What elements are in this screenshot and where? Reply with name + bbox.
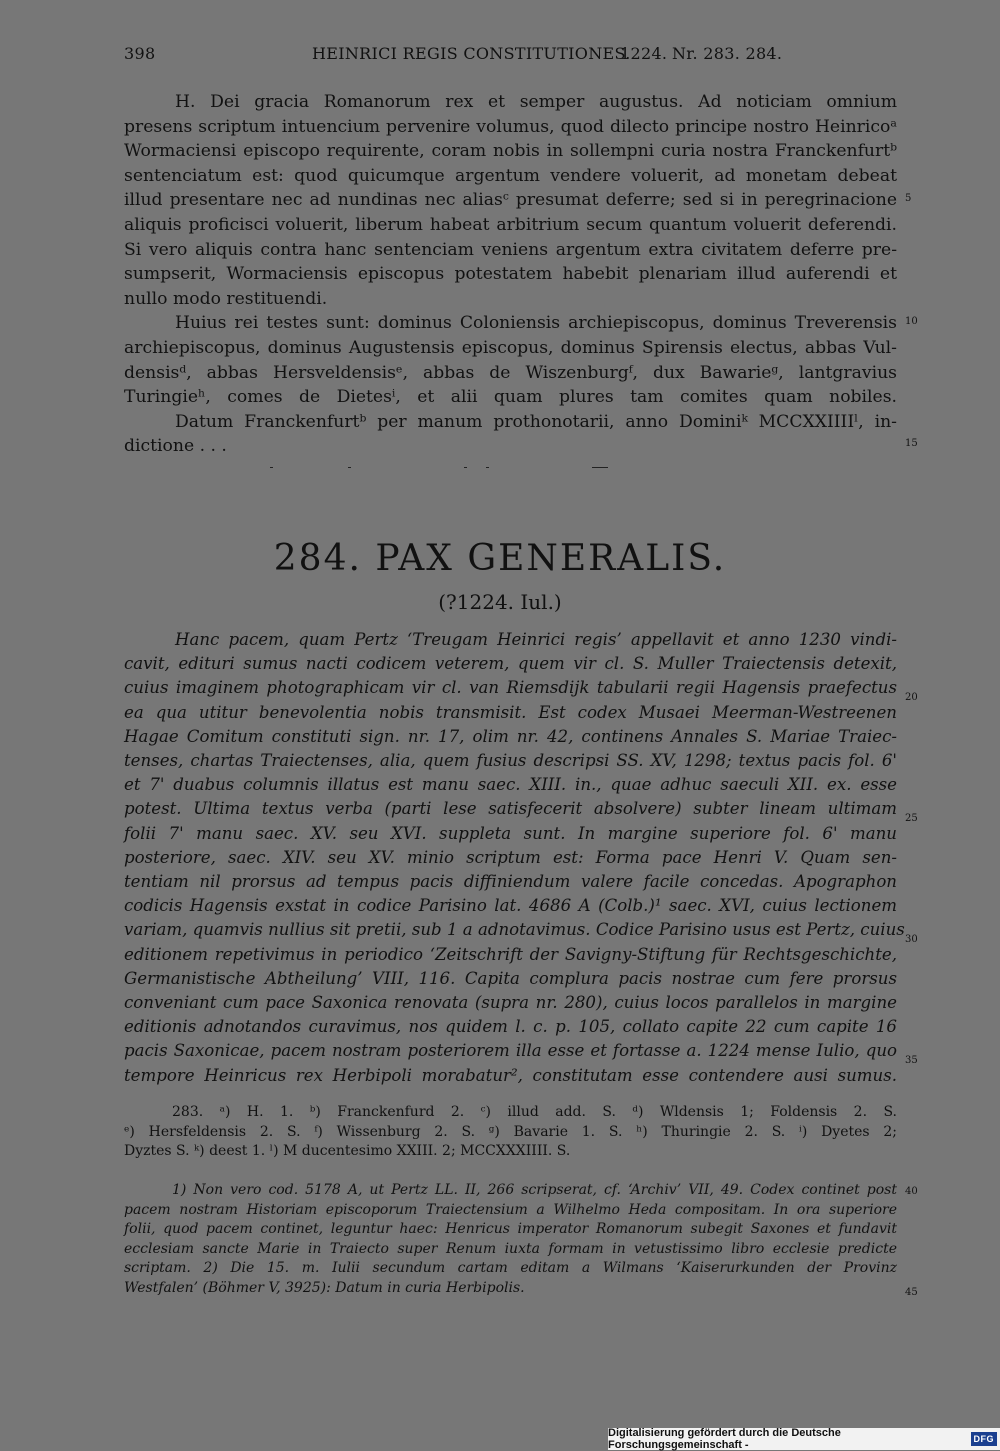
intro-line: tenses, chartas Traiectenses, alia, quem fusius descripsi SS. XV, 1298; textus pacis fol. 6': [124, 751, 897, 771]
intro-line: variam, quamvis nullius sit pretii, sub 1 a adnotavimus. Codice Parisino usus est Pertz, cuius: [124, 920, 905, 940]
charter-line: aliquis proficisci voluerit, liberum habeat arbitrium secum quantum voluerit deferendi.: [124, 214, 897, 235]
margin-line-number: 5: [905, 193, 912, 204]
footnote-line: Westfalen’ (Böhmer V, 3925): Datum in curia Herbipolis.: [124, 1279, 525, 1296]
margin-line-number: 35: [905, 1055, 918, 1066]
section-title: 284. PAX GENERALIS.: [273, 538, 727, 579]
intro-line: tentiam nil prorsus ad tempus pacis diffiniendum valere facile concedas. Apographon: [124, 872, 897, 892]
intro-line: Hanc pacem, quam Pertz ‘Treugam Heinrici regis’ appellavit et anno 1230 vindi-: [175, 630, 897, 649]
margin-line-number: 30: [905, 934, 918, 945]
footnotes: [124, 1181, 897, 1298]
intro-line: tempore Heinricus rex Herbipoli morabatur², constitutam esse contendere ausi sumus.: [124, 1065, 897, 1085]
charter-line: illud presentare nec ad nundinas nec aliasᶜ presumat deferre; sed si in peregrinacione: [124, 190, 897, 211]
margin-line-number: 45: [905, 1287, 918, 1298]
intro-line: et 7' duabus columnis illatus est manu saec. XIII. in., quae adhuc saeculi XII. ex. esse: [124, 775, 897, 795]
footnote-line: folii, quod pacem continet, leguntur haec: Henricus imperator Romanorum subegit Saxones et fundavit: [124, 1221, 897, 1237]
charter-line: dictione . . .: [124, 436, 227, 457]
intro-line: pacis Saxonicae, pacem nostram posteriorem illa esse et fortasse a. 1224 mense Iulio, quo: [124, 1041, 897, 1061]
intro-line: Germanistische Abtheilung’ VIII, 116. Capita complura pacis nostrae cum fere prorsus: [124, 968, 897, 988]
variant-line: ᵉ) Hersfeldensis 2. S. ᶠ) Wissenburg 2. S. ᵍ) Bavarie 1. S. ʰ) Thuringie 2. S. ⁱ) Dyetes 2;: [124, 1123, 897, 1140]
footnote-line: scriptam. 2) Die 15. m. Iulii secundum cartam editam a Wilmans ‘Kaiserurkunden der Provinz: [124, 1260, 897, 1276]
page-number: 398: [124, 44, 156, 63]
charter-line: sentenciatum est: quod quicumque argentum vendere voluerit, ad monetam debeat: [124, 165, 897, 186]
running-title: HEINRICI REGIS CONSTITUTIONES.: [312, 44, 631, 63]
intro-line: potest. Ultima textus verba (parti lese satisfecerit absolvere) subter lineam ultimam: [124, 799, 897, 819]
running-numbers: Nr. 283. 284.: [672, 44, 783, 63]
intro-line: editionem repetivimus in periodico ‘Zeitschrift der Savigny-Stiftung für Rechtsgeschichte,: [124, 944, 897, 964]
variant-notes: [124, 1103, 897, 1162]
footer-text: Digitalisierung gefördert durch die Deutsche Forschungsgemeinschaft -: [608, 1427, 841, 1451]
intro-line: posteriore, saec. XIV. seu XV. minio scriptum est: Forma pace Henri V. Quam sen-: [124, 847, 897, 867]
digitization-footer: [608, 1428, 1000, 1450]
variant-line: 283. ᵃ) H. 1. ᵇ) Franckenfurd 2. ᶜ) illud add. S. ᵈ) Wldensis 1; Foldensis 2. S.: [172, 1104, 897, 1120]
margin-line-number: 15: [905, 438, 918, 449]
charter-line: densisᵈ, abbas Hersveldensisᵉ, abbas de Wiszenburgᶠ, dux Bawarieᵍ, lantgravius: [124, 362, 897, 383]
footnote-line: pacem nostram Historiam episcoporum Traiectensium a Wilhelmo Heda compositam. In ora superiore: [124, 1201, 897, 1218]
footnote-line: ecclesiam sancte Marie in Traiecto super Renum iuxta formam in vetustissimo libro ecclesie predicte: [124, 1240, 897, 1257]
margin-line-number: 20: [905, 692, 918, 703]
section-divider: [270, 467, 610, 469]
variant-line: Dyztes S. ᵏ) deest 1. ˡ) M ducentesimo XXIII. 2; MCCXXXIIII. S.: [124, 1143, 571, 1159]
intro-line: editionis adnotandos curavimus, nos quidem l. c. p. 105, collato capite 22 cum capite 16: [124, 1017, 897, 1037]
intro-text: [124, 628, 905, 1088]
charter-line: Datum Franckenfurtᵇ per manum prothonotarii, anno Dominiᵏ MCCXXIIIIˡ, in-: [175, 411, 897, 432]
section-date: (?1224. Iul.): [438, 590, 562, 614]
footnote-line: 1) Non vero cod. 5178 A, ut Pertz LL. II, 266 scripserat, cf. ‘Archiv’ VII, 49. Codex continet post: [172, 1182, 897, 1198]
intro-line: folii 7' manu saec. XV. seu XVI. suppleta sunt. In margine superiore fol. 6' manu: [124, 823, 897, 843]
charter-line: Turingieʰ, comes de Dietesⁱ, et alii quam plures tam comites quam nobiles.: [124, 387, 897, 408]
margin-line-number: 10: [905, 316, 918, 327]
charter-line: Wormaciensi episcopo requirente, coram nobis in sollempni curia nostra Franckenfurtᵇ: [124, 141, 897, 162]
charter-line: H. Dei gracia Romanorum rex et semper augustus. Ad noticiam omnium: [175, 92, 897, 112]
charter-line: sumpserit, Wormaciensis episcopus potestatem habebit plenariam illud auferendi et: [124, 264, 897, 285]
charter-line: Si vero aliquis contra hanc sentenciam veniens argentum extra civitatem deferre pre-: [124, 239, 897, 260]
intro-line: conveniant cum pace Saxonica renovata (supra nr. 280), cuius locos parallelos in margine: [124, 993, 897, 1013]
running-year: 1224.: [620, 44, 668, 63]
intro-line: cuius imaginem photographicam vir cl. van Riemsdijk tabularii regii Hagensis praefectus: [124, 678, 897, 698]
charter-line: archiepiscopus, dominus Augustensis episcopus, dominus Spirensis electus, abbas Vul-: [124, 337, 897, 358]
intro-line: ea qua utitur benevolentia nobis transmisit. Est codex Musaei Meerman-Westreenen: [124, 702, 897, 722]
charter-line: nullo modo restituendi.: [124, 288, 328, 309]
charter-line: Huius rei testes sunt: dominus Coloniensis archiepiscopus, dominus Treverensis: [175, 313, 897, 334]
charter-text: [124, 90, 897, 459]
margin-line-number: 40: [905, 1186, 918, 1197]
dfg-logo-icon: DFG: [971, 1432, 998, 1446]
intro-line: codicis Hagensis exstat in codice Parisino lat. 4686 A (Colb.)¹ saec. XVI, cuius lectionem: [124, 896, 897, 916]
margin-line-number: 25: [905, 813, 918, 824]
intro-line: cavit, edituri sumus nacti codicem veterem, quem vir cl. S. Muller Traiectensis detexit,: [124, 654, 897, 674]
intro-line: Hagae Comitum constituti sign. nr. 17, olim nr. 42, continens Annales S. Mariae Traiec-: [124, 726, 897, 746]
charter-line: presens scriptum intuencium pervenire volumus, quod dilecto principe nostro Heinricoᵃ: [124, 116, 897, 137]
